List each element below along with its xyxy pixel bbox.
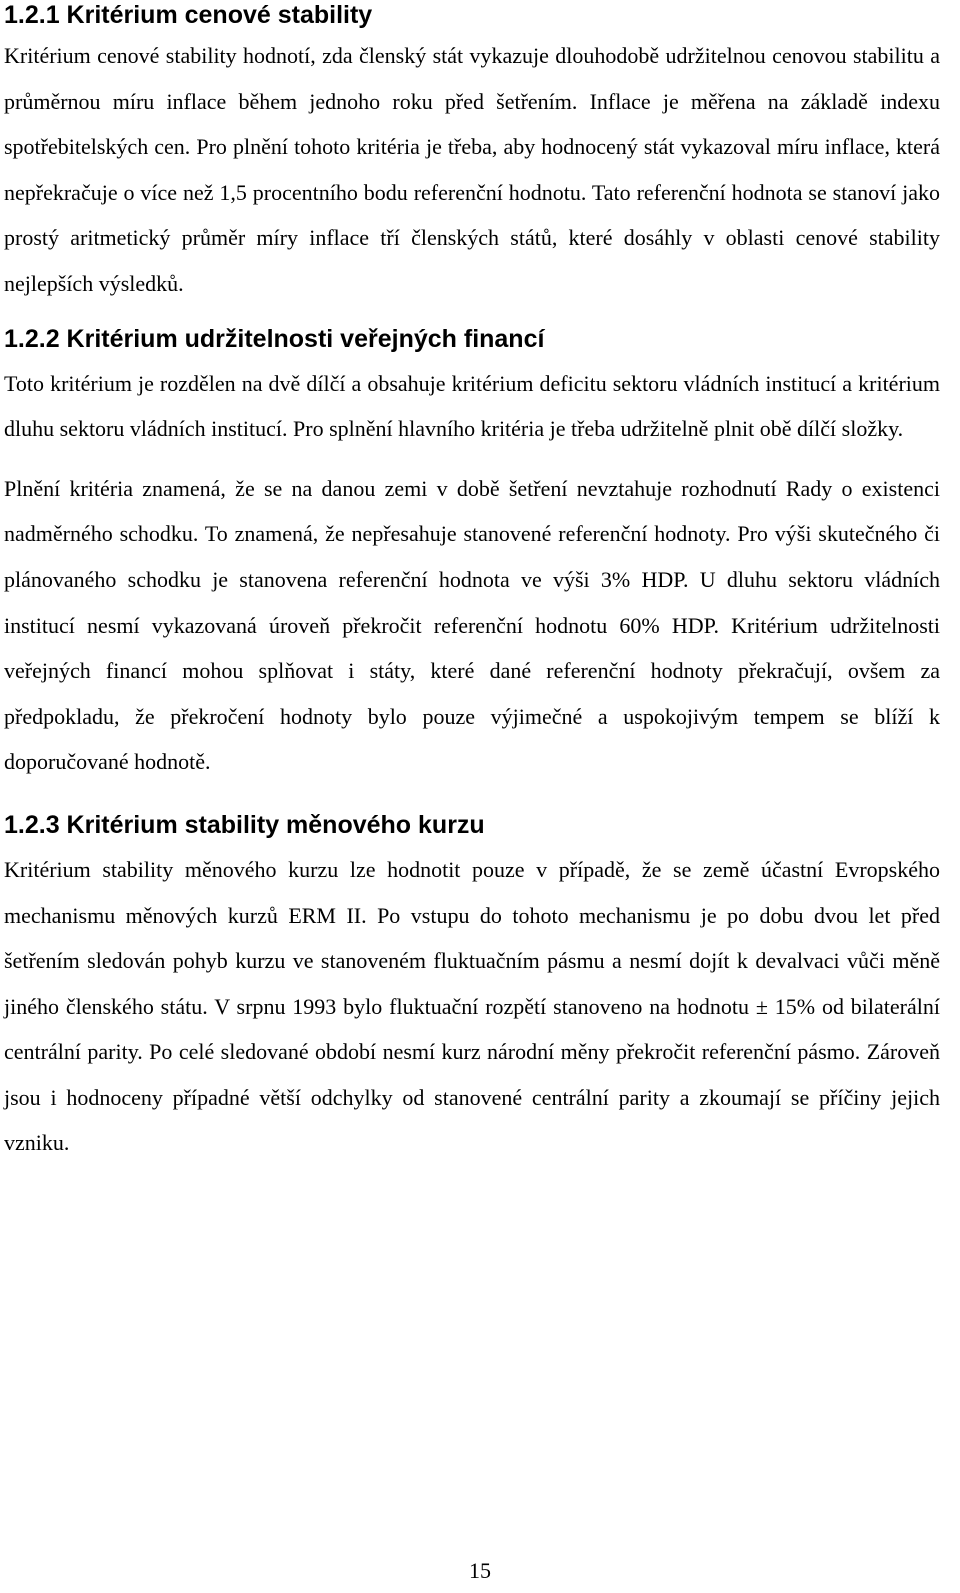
document-page xyxy=(4,0,940,1166)
paragraph-public-finances-criteria: Plnění kritéria znamená, že se na danou zemi v době šetření nevztahuje rozhodnutí Rady o existenci nadměrného schodku. To znamená, že nepřesahuje stanovené referenční hodnoty. Pro výši skutečného či plánovaného schodku je stanovena referenční hodnota ve výši 3% HDP. U dluhu sektoru vládních institucí nesmí vykazovaná úroveň překročit referenční hodnotu 60% HDP. Kritérium udržitelnosti veřejných financí mohou splňovat i státy, které dané referenční hodnoty překračují, ovšem za předpokladu, že překročení hodnoty bylo pouze výjimečné a uspokojivým tempem se blíží k doporučované hodnotě. xyxy=(4,475,940,775)
section-heading-public-finances: 1.2.2 Kritérium udržitelnosti veřejných financí xyxy=(4,324,545,353)
section-heading-exchange-rate: 1.2.3 Kritérium stability měnového kurzu xyxy=(4,810,485,839)
paragraph-price-stability: Kritérium cenové stability hodnotí, zda členský stát vykazuje dlouhodobě udržitelnou cenovou stabilitu a průměrnou míru inflace během jednoho roku před šetřením. Inflace je měřena na základě indexu spotřebitelských cen. Pro plnění tohoto kritéria je třeba, aby hodnocený stát vykazoval míru inflace, která nepřekračuje o více než 1,5 procentního bodu referenční hodnotu. Tato referenční hodnota se stanoví jako prostý aritmetický průměr míry inflace tří členských států, které dosáhly v oblasti cenové stability nejlepších výsledků. xyxy=(4,43,940,296)
paragraph-public-finances-intro: Toto kritérium je rozdělen na dvě dílčí a obsahuje kritérium deficitu sektoru vládních institucí a kritérium dluhu sektoru vládních institucí. Pro splnění hlavního kritéria je třeba udržitelně plnit obě dílčí složky. xyxy=(4,370,940,442)
page-number: 15 xyxy=(469,1558,491,1583)
section-heading-price-stability: 1.2.1 Kritérium cenové stability xyxy=(4,1,373,29)
paragraph-exchange-rate: Kritérium stability měnového kurzu lze hodnotit pouze v případě, že se země účastní Evropského mechanismu měnových kurzů ERM II. Po vstupu do tohoto mechanismu je po dobu dvou let před šetřením sledován pohyb kurzu ve stanoveném fluktuačním pásmu a nesmí dojít k devalvaci vůči měně jiného členského státu. V srpnu 1993 bylo fluktuační rozpětí stanoveno na hodnotu ± 15% od bilaterální centrální parity. Po celé sledované období nesmí kurz národní měny překročit referenční pásmo. Zároveň jsou i hodnoceny případné větší odchylky od stanovené centrální parity a zkoumají se příčiny jejich vzniku. xyxy=(4,856,940,1156)
